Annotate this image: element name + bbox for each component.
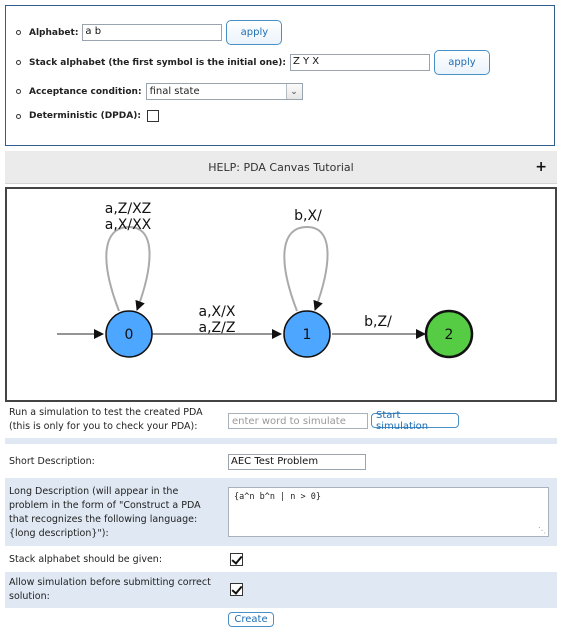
short-description-label: Short Description: [9, 456, 95, 467]
deterministic-checkbox[interactable] [147, 110, 159, 122]
stack-alphabet-input[interactable]: Z Y X [290, 54, 430, 71]
simulation-label-line: (this is only for you to check your PDA): [9, 421, 198, 432]
state-1[interactable] [284, 311, 330, 357]
transition-label: a,Z/XZ [104, 201, 152, 217]
stack-given-row [5, 548, 557, 572]
loop-edge-1[interactable] [284, 227, 327, 311]
allow-simulation-label [9, 576, 211, 604]
bullet-icon [16, 60, 21, 65]
transition-label: b,Z/ [364, 314, 392, 330]
long-description-label-line: problem in the form of "Construct a PDA [9, 500, 201, 511]
transition-label: b,X/ [294, 208, 322, 224]
long-description-row [5, 478, 557, 546]
long-description-label-line: {long description}"): [9, 528, 109, 539]
transition-label: a,Z/Z [198, 320, 236, 336]
pda-diagram [7, 189, 555, 400]
bullet-icon [16, 114, 21, 119]
loop-edge-0[interactable] [106, 227, 149, 311]
create-button[interactable]: Create [228, 612, 274, 627]
start-simulation-button[interactable]: Start simulation [371, 413, 459, 428]
expand-icon[interactable]: + [535, 159, 547, 175]
long-description-value: {a^n b^n | n > 0} [234, 492, 321, 502]
chevron-down-icon[interactable]: ⌄ [286, 84, 302, 99]
stack-given-label: Stack alphabet should be given: [9, 554, 163, 565]
acceptance-select[interactable] [146, 83, 303, 100]
allow-simulation-label-line: Allow simulation before submitting correct [9, 577, 211, 588]
help-bar[interactable] [5, 151, 557, 184]
stack-alphabet-row [16, 50, 490, 75]
state-2[interactable] [426, 311, 472, 357]
short-description-row [5, 448, 557, 476]
stack-alphabet-label: Stack alphabet (the first symbol is the initial one): [29, 57, 286, 68]
bullet-icon [16, 30, 21, 35]
acceptance-label: Acceptance condition: [29, 86, 142, 97]
long-description-label [9, 485, 201, 541]
pda-canvas[interactable] [5, 187, 557, 402]
transition-label: a,X/XX [104, 217, 152, 233]
transition-label: a,X/X [198, 304, 236, 320]
state-0[interactable] [106, 311, 152, 357]
bullet-icon [16, 89, 21, 94]
help-title: HELP: PDA Canvas Tutorial [208, 160, 354, 174]
deterministic-row [16, 110, 159, 122]
long-description-label-line: that recognizes the following language: [9, 514, 198, 525]
long-description-textarea[interactable] [228, 487, 549, 537]
short-description-input[interactable]: AEC Test Problem [228, 454, 366, 470]
state-1-label: 1 [302, 327, 312, 343]
acceptance-row [16, 83, 303, 100]
simulation-label [9, 406, 203, 434]
acceptance-select-value: final state [149, 86, 200, 97]
simulation-input[interactable]: enter word to simulate [228, 413, 368, 429]
row-separator [5, 438, 557, 444]
alphabet-apply-button[interactable]: apply [226, 20, 282, 45]
stack-given-checkbox[interactable] [230, 553, 243, 566]
settings-panel [5, 5, 555, 146]
state-0-label: 0 [124, 327, 134, 343]
deterministic-label: Deterministic (DPDA): [29, 111, 141, 121]
simulation-row [5, 404, 557, 438]
allow-simulation-checkbox[interactable] [230, 583, 243, 596]
state-2-label: 2 [444, 327, 454, 343]
alphabet-row [16, 20, 282, 45]
alphabet-input[interactable]: a b [82, 24, 222, 41]
simulation-label-line: Run a simulation to test the created PDA [9, 407, 203, 418]
long-description-label-line: Long Description (will appear in the [9, 486, 179, 497]
resize-grip-icon[interactable]: ⋱ [538, 526, 546, 535]
allow-simulation-row [5, 572, 557, 608]
alphabet-label: Alphabet: [29, 27, 79, 38]
allow-simulation-label-line: solution: [9, 591, 50, 602]
stack-alphabet-apply-button[interactable]: apply [434, 50, 490, 75]
